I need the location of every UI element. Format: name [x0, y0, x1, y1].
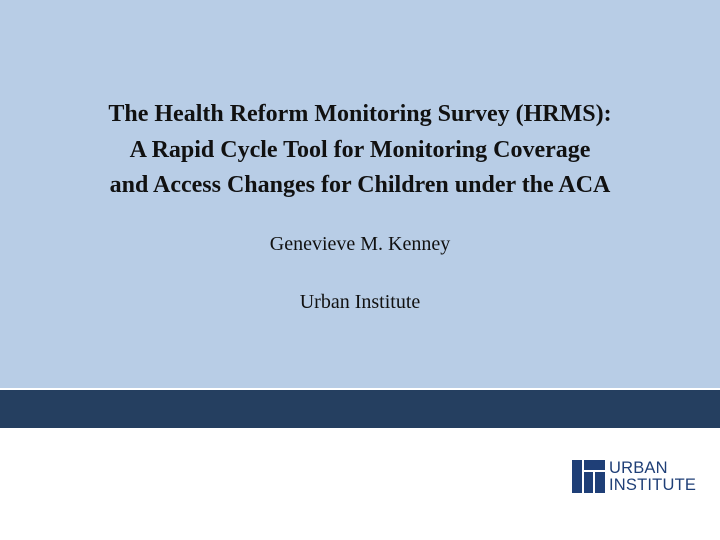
title-line: The Health Reform Monitoring Survey (HRMS): [108, 101, 612, 127]
urban-institute-logo-icon [572, 460, 605, 493]
urban-institute-logo [572, 459, 696, 494]
logo-wordmark [609, 460, 696, 494]
logo-text-line: URBAN [609, 458, 668, 477]
affiliation: Urban Institute [299, 291, 421, 313]
author-name: Genevieve M. Kenney [269, 233, 451, 255]
divider-stripe [0, 390, 720, 428]
title-line: and Access Changes for Children under the ACA [109, 172, 611, 198]
logo-text-line: INSTITUTE [609, 475, 697, 494]
slide-title [20, 97, 700, 204]
title-line: A Rapid Cycle Tool for Monitoring Coverage [129, 136, 591, 163]
